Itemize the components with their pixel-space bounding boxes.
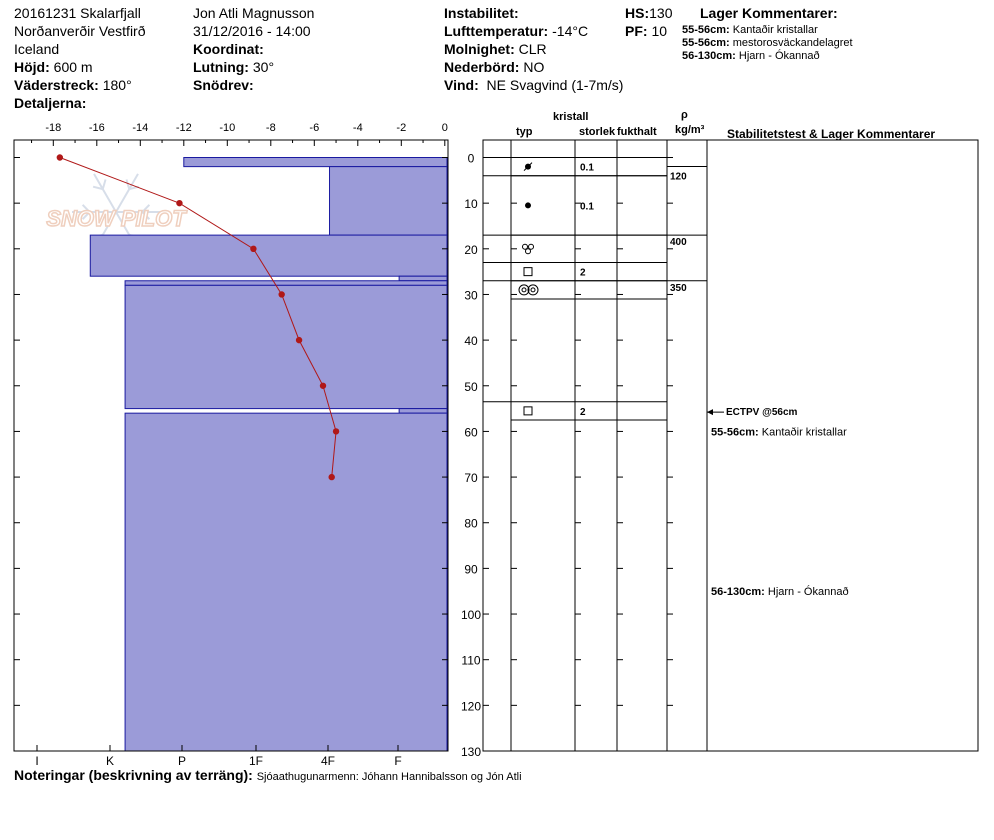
density-symbol: ρ [681, 109, 688, 121]
depth-tick-label: 70 [464, 471, 478, 486]
site-name: 20161231 Skalarfjall [14, 5, 141, 21]
depth-tick-label: 130 [460, 745, 482, 759]
sky-value: CLR [518, 41, 547, 57]
temp-tick-label: -2 [396, 122, 407, 134]
region: Norðanverðir Vestfirð [14, 23, 146, 39]
hardness-label: 1F [248, 754, 264, 768]
temp-tick-label: -12 [175, 122, 192, 134]
height-value: 600 m [53, 59, 93, 75]
drift-label: Snödrev: [193, 77, 254, 93]
height-label: Höjd: [14, 59, 50, 75]
type-header: typ [516, 126, 533, 138]
temperature-point [176, 200, 182, 206]
temp-tick-label: -18 [45, 122, 62, 134]
temperature-point [329, 474, 335, 480]
crystal-size: 2 [580, 267, 586, 279]
stability-comment-depth: 55-56cm: [711, 426, 762, 439]
arrow-head-icon [707, 409, 713, 415]
hardness-label: P [177, 754, 187, 768]
depth-tick-label: 10 [464, 197, 478, 212]
layer-comment-depth: 56-130cm: [682, 50, 736, 62]
aspect-value: 180° [102, 77, 132, 93]
crystal-size: 2 [580, 406, 586, 418]
snow-layer-bar [330, 167, 447, 235]
temperature-point [296, 337, 302, 343]
temp-tick-label: -16 [88, 122, 105, 134]
stability-comment [711, 426, 847, 438]
snow-layer-bar [125, 413, 447, 751]
sky-label: Molnighet: [444, 41, 515, 57]
density-value: 120 [670, 171, 687, 183]
depth-tick-label: 0 [467, 151, 475, 166]
stability-comment-text: Kantaðir kristallar [761, 426, 847, 439]
crystal-dot-icon [525, 202, 531, 208]
depth-tick-label: 50 [464, 379, 478, 394]
precip-value: NO [523, 59, 545, 75]
depth-tick-label: 120 [460, 699, 482, 714]
slope-label: Lutning: [193, 59, 249, 75]
temperature-point [333, 428, 339, 434]
depth-tick-label: 110 [461, 653, 481, 668]
temp-tick-label: -6 [309, 122, 320, 134]
pf-label: PF: [625, 23, 648, 39]
crystal-size: 0.1 [580, 201, 594, 213]
notes-label: Noteringar (beskrivning av terräng): [14, 767, 253, 783]
country: Iceland [14, 41, 60, 57]
layer-comment-text: Kantaðir kristallar [732, 24, 818, 36]
temp-tick-label: -14 [132, 122, 149, 134]
temp-tick-label: -10 [219, 122, 236, 134]
stability-comment [711, 585, 849, 598]
snow-layer-bar [90, 235, 447, 276]
precip-label: Nederbörd: [444, 59, 520, 75]
facet-square-icon [524, 268, 532, 276]
temp-tick-label: 0 [441, 122, 448, 134]
aspect-label: Väderstreck: [14, 77, 99, 93]
datetime: 31/12/2016 - 14:00 [193, 23, 311, 39]
facet-square-icon [524, 407, 532, 415]
pf-value: 10 [651, 23, 668, 39]
temp-tick-label: -8 [265, 122, 276, 134]
hardness-label: 4F [320, 754, 336, 768]
coord-label: Koordinat: [193, 41, 264, 57]
layer-comment-depth: 55-56cm: [682, 37, 730, 49]
temp-tick-label: -4 [352, 122, 363, 134]
density-value: 400 [670, 237, 687, 249]
temperature-point [57, 154, 63, 160]
snow-layer-bar [125, 281, 447, 286]
snow-layer-bar [184, 158, 447, 167]
logo-text: SNOW PILOT [46, 206, 186, 231]
hs-label: HS: [625, 5, 650, 21]
density-value: 350 [670, 282, 687, 294]
depth-tick-label: 80 [464, 516, 478, 531]
crystal-header: kristall [553, 111, 589, 123]
density-unit: kg/m³ [675, 124, 705, 136]
layer-comment-text: Hjarn - Ókannað [738, 50, 820, 62]
temperature-point [320, 383, 326, 389]
snow-layer-bar [125, 285, 447, 408]
depth-tick-label: 20 [464, 242, 478, 257]
depth-tick-label: 100 [460, 608, 482, 623]
temperature-point [250, 246, 256, 252]
details-label: Detaljerna: [14, 95, 87, 111]
depth-tick-label: 30 [464, 288, 478, 303]
snowflake-branch [103, 180, 106, 190]
airtemp-label: Lufttemperatur: [444, 23, 549, 39]
stability-comment-depth: 56-130cm: [711, 586, 768, 599]
melt-freeze-icon [523, 244, 528, 249]
depth-tick-label: 60 [464, 425, 478, 440]
depth-tick-label: 40 [464, 334, 478, 349]
snow-layer-bar [399, 276, 447, 281]
hardness-label: K [105, 754, 115, 768]
rounded-grain-inner [522, 288, 526, 292]
ectpv-label: ECTPV @56cm [726, 407, 798, 419]
hs-value: 130 [649, 5, 673, 21]
hardness-label: I [35, 754, 39, 768]
observer: Jon Atli Magnusson [193, 5, 315, 21]
depth-tick-label: 90 [464, 562, 478, 577]
slope-value: 30° [252, 59, 275, 75]
notes-field [14, 767, 522, 784]
crystal-size: 0.1 [580, 162, 594, 174]
hardness-label: F [394, 754, 402, 768]
notes-text: Sjóaathugunarmenn: Jóhann Hannibalsson og Jón Atli [256, 771, 522, 783]
moisture-header: fukthalt [617, 126, 657, 138]
temperature-point [278, 291, 284, 297]
stability-header: Stabilitetstest & Lager Kommentarer [727, 127, 936, 141]
layer-comments-title: Lager Kommentarer: [700, 5, 838, 21]
stability-comment-text: Hjarn - Ókannað [767, 586, 849, 599]
snow-layer-bar [399, 409, 447, 414]
layer-comment-text: mestorosväckandelagret [732, 37, 853, 49]
size-header: storlek [579, 126, 616, 138]
wind-label: Vind: [444, 77, 479, 93]
instability-label: Instabilitet: [444, 5, 519, 21]
airtemp-value: -14°C [552, 23, 589, 39]
melt-freeze-icon [526, 249, 531, 254]
wind-value: NE Svagvind (1-7m/s) [486, 77, 624, 93]
rounded-grain-inner [531, 288, 535, 292]
layer-comment-depth: 55-56cm: [682, 24, 730, 36]
table-frame [483, 140, 978, 751]
melt-freeze-icon [529, 244, 534, 249]
